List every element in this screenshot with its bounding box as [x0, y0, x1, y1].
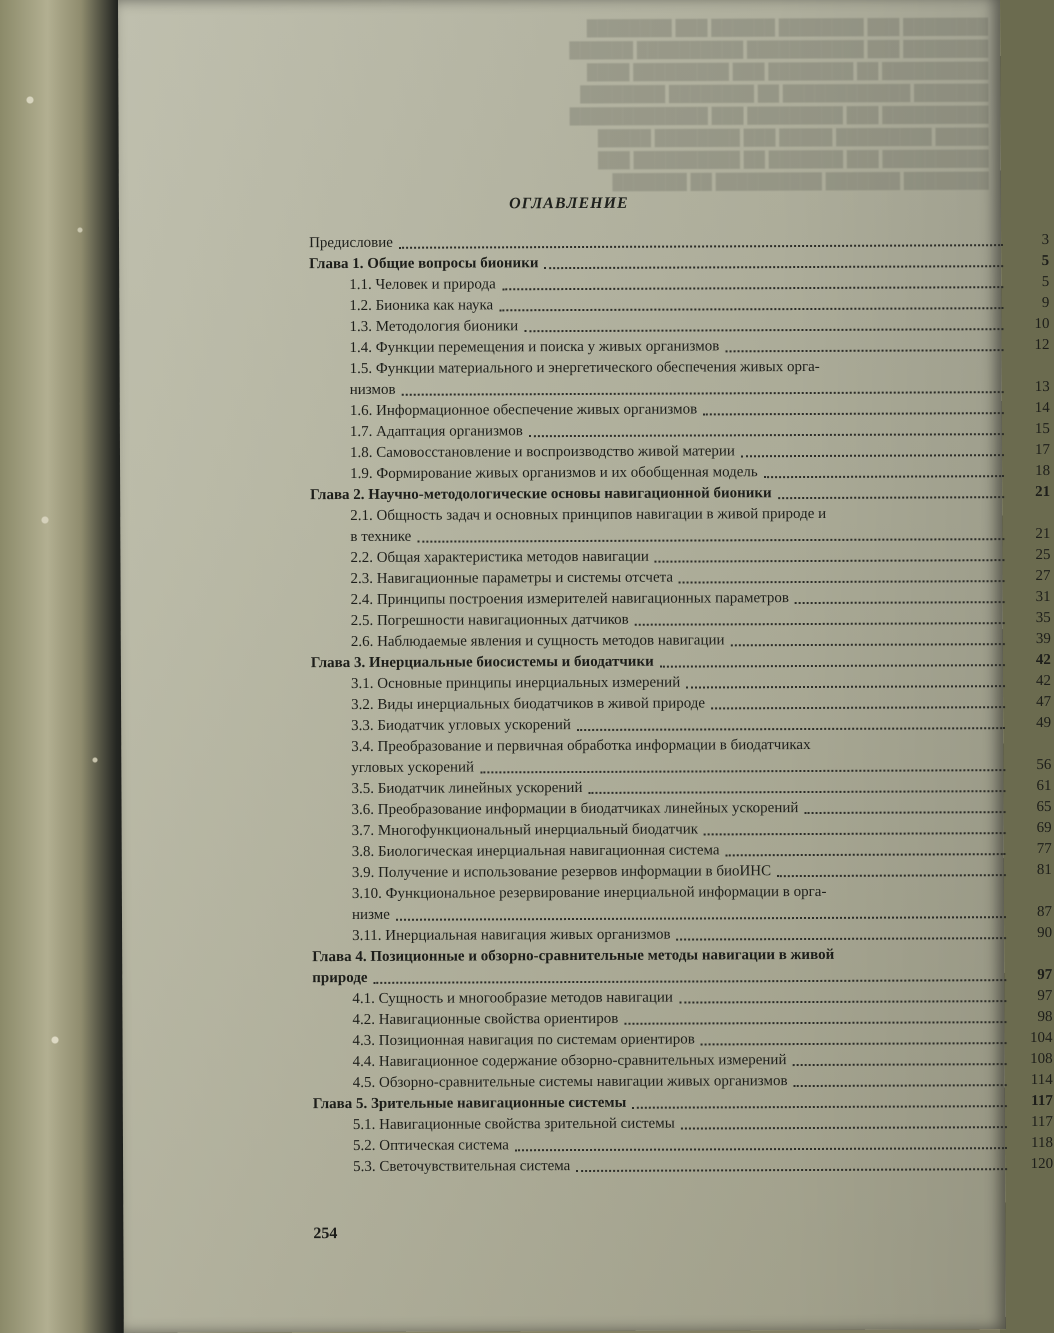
- toc-page-number: 90: [1037, 924, 1053, 941]
- toc-page-number: 117: [1031, 1092, 1053, 1110]
- toc-entry-text: 1.2. Бионика как наука: [349, 297, 494, 314]
- toc-entry-text: 3.11. Инерциальная навигация живых организмов: [352, 926, 671, 944]
- toc-entry-text: 2.3. Навигационные параметры и системы отсчета: [350, 569, 674, 587]
- dot-leader: [726, 853, 1006, 856]
- dot-leader: [794, 1084, 1007, 1087]
- toc-entry: [311, 734, 1051, 758]
- dot-leader: [374, 979, 1007, 984]
- toc-entry-text: 1.5. Функции материального и энергетического обеспечения живых орга-: [349, 358, 820, 377]
- toc-entry-text: 1.7. Адаптация организмов: [349, 423, 523, 440]
- toc-entry-text: 5.3. Светочувствительная система: [353, 1158, 571, 1175]
- toc-page-number: 15: [1034, 420, 1050, 438]
- toc-entry-text: низме: [351, 906, 390, 923]
- toc-page-number: 65: [1036, 798, 1052, 815]
- dot-leader: [679, 580, 1005, 583]
- toc-entry-text: низмов: [349, 381, 396, 398]
- dot-leader: [502, 286, 1003, 290]
- toc-page-number: 81: [1036, 861, 1052, 878]
- toc-entry-text: природе: [312, 969, 368, 987]
- toc-page-number: 25: [1035, 546, 1051, 564]
- dot-leader: [704, 832, 1006, 835]
- dot-leader: [576, 1168, 1007, 1172]
- toc-entry-text: 4.1. Сущность и многообразие методов навигации: [352, 989, 673, 1007]
- toc-entry-text: 2.6. Наблюдаемые явления и сущность методов навигации: [350, 632, 725, 650]
- dot-leader: [499, 307, 1003, 311]
- toc-page-number: 10: [1034, 315, 1050, 333]
- dot-leader: [703, 412, 1004, 415]
- toc-page-number: 97: [1037, 987, 1053, 1004]
- toc-page-number: 39: [1035, 630, 1051, 648]
- dot-leader: [677, 937, 1007, 940]
- dot-leader: [792, 1063, 1006, 1066]
- toc-entry-text: Глава 4. Позиционные и обзорно-сравнительные методы навигации в живой: [312, 946, 835, 966]
- toc-entry-text: угловых ускорений: [351, 759, 475, 776]
- toc-page-number: 120: [1030, 1155, 1054, 1173]
- toc-entry-text: 3.10. Функциональное резервирование инерциальной информации в орга-: [351, 883, 827, 902]
- toc-entry-text: 3.9. Получение и использование резервов информации в биоИНС: [351, 863, 772, 881]
- book-page: [118, 0, 1054, 1333]
- toc-page-number: 21: [1035, 483, 1051, 501]
- dot-leader: [778, 496, 1004, 499]
- toc-entry-text: 1.4. Функции перемещения и поиска у живых организмов: [349, 338, 720, 356]
- toc-entry-text: 3.5. Биодатчик линейных ускорений: [351, 779, 583, 797]
- dot-leader: [544, 265, 1003, 269]
- toc-entry-text: 3.1. Основные принципы инерциальных измерений: [350, 674, 681, 692]
- left-book-edge: [0, 0, 135, 1333]
- dot-leader: [632, 1105, 1007, 1109]
- toc-page-number: 3: [1041, 231, 1050, 248]
- toc-page-number: 42: [1035, 651, 1051, 669]
- toc-entry-text: 1.1. Человек и природа: [349, 276, 496, 293]
- toc-entry-text: 5.1. Навигационные свойства зрительной системы: [352, 1115, 675, 1133]
- toc-entry-text: 3.7. Многофункциональный инерциальный биодатчик: [351, 821, 699, 839]
- toc-page-number: 61: [1036, 777, 1052, 794]
- dot-leader: [795, 601, 1005, 604]
- toc-entry-text: 1.3. Методология бионики: [349, 318, 519, 335]
- toc-entry-text: в технике: [350, 528, 412, 545]
- toc-page-number: 5: [1041, 273, 1050, 290]
- dot-leader: [635, 622, 1005, 626]
- dot-leader: [417, 538, 1004, 543]
- toc-page-number: 13: [1034, 378, 1050, 396]
- table-of-contents: [309, 230, 1053, 1178]
- toc-entry-text: Предисловие: [309, 234, 393, 252]
- dot-leader: [480, 769, 1005, 773]
- toc-page-number: 17: [1034, 441, 1051, 459]
- toc-entry-text: 4.3. Позиционная навигация по системам ориентиров: [352, 1031, 695, 1049]
- toc-page-number: 98: [1037, 1008, 1053, 1025]
- toc-page-number: 12: [1034, 336, 1050, 354]
- toc-entry-text: 4.2. Навигационные свойства ориентиров: [352, 1010, 619, 1028]
- toc-page-number: 18: [1035, 462, 1051, 480]
- dot-leader: [588, 790, 1005, 794]
- toc-page-number: 118: [1031, 1134, 1054, 1152]
- toc-page-number: 27: [1035, 567, 1051, 585]
- toc-entry-text: 4.5. Обзорно-сравнительные системы навигации живых организмов: [352, 1073, 788, 1091]
- toc-page-number: 117: [1030, 1113, 1053, 1131]
- toc-entry-text: 1.6. Информационное обеспечение живых организмов: [349, 401, 698, 419]
- toc-page-number: 5: [1041, 252, 1050, 269]
- dot-leader: [777, 874, 1006, 877]
- toc-entry-text: Глава 3. Инерциальные биосистемы и биодатчики: [310, 653, 654, 672]
- toc-entry-text: 2.5. Погрешности навигационных датчиков: [350, 611, 629, 629]
- toc-page-number: 49: [1036, 714, 1052, 732]
- toc-entry-text: 3.6. Преобразование информации в биодатчиках линейных ускорений: [351, 800, 799, 818]
- dot-leader: [402, 391, 1004, 396]
- reverse-print-show-through: ████████ ███ ████████ ██████ ███ ████████ ████████ ███ ███████████ ██████████ ██████ ██████████ ██ ████████ ███ █████████ ████ ███████ ████████████ ██ ████████ ████████ ██████████ ███ █████████ ███ █████████████ █████ █████████ █████ ███ ████████ █████ ██████████ ███ ███████ ██ ██████████ ███ ████████ ███████ ██████████ ██ ███████: [569, 19, 989, 191]
- toc-page-number: 108: [1030, 1050, 1053, 1068]
- dot-leader: [529, 433, 1004, 437]
- toc-entry-text: 2.4. Принципы построения измерителей навигационных параметров: [350, 590, 789, 608]
- toc-page-number: 77: [1036, 840, 1052, 857]
- toc-entry-text: 5.2. Оптическая система: [352, 1137, 509, 1154]
- toc-page-number: 21: [1035, 525, 1051, 543]
- toc-page-number: 9: [1041, 294, 1050, 311]
- toc-entry-text: 2.1. Общность задач и основных принципов навигации в живой природе и: [350, 505, 827, 524]
- dot-leader: [725, 349, 1003, 352]
- dot-leader: [515, 1147, 1007, 1151]
- dot-leader: [741, 454, 1004, 457]
- dot-leader: [686, 685, 1005, 688]
- dot-leader: [701, 1042, 1007, 1045]
- toc-entry-text: 3.3. Биодатчик угловых ускорений: [351, 717, 571, 734]
- toc-entry-text: 2.2. Общая характеристика методов навигации: [350, 548, 649, 566]
- toc-page-number: 47: [1036, 693, 1052, 711]
- dot-leader: [804, 811, 1005, 814]
- toc-entry-text: 1.8. Самовосстановление и воспроизводство живой материи: [349, 443, 735, 461]
- toc-entry-text: 3.4. Преобразование и первичная обработка информации в биодатчиках: [351, 736, 811, 755]
- toc-page-number: 87: [1036, 903, 1053, 920]
- dot-leader: [764, 475, 1004, 478]
- toc-page-number: 31: [1035, 588, 1051, 606]
- toc-entry-text: Глава 1. Общие вопросы бионики: [309, 255, 539, 273]
- toc-entry: [310, 503, 1050, 527]
- dot-leader: [679, 1000, 1006, 1003]
- dot-leader: [577, 727, 1005, 731]
- toc-page-number: 35: [1035, 609, 1051, 627]
- dot-leader: [731, 643, 1005, 646]
- toc-entry: [312, 881, 1052, 905]
- dot-leader: [396, 916, 1006, 921]
- dot-leader: [524, 328, 1003, 332]
- toc-entry-text: 3.8. Биологическая инерциальная навигационная система: [351, 842, 720, 860]
- toc-entry: [313, 1154, 1053, 1178]
- toc-entry-text: 3.2. Виды инерциальных биодатчиков в живой природе: [351, 695, 706, 713]
- toc-page-number: 69: [1036, 819, 1052, 836]
- toc-entry-text: Глава 5. Зрительные навигационные системы: [312, 1094, 627, 1113]
- toc-page-number: 42: [1035, 672, 1052, 690]
- dot-leader: [399, 244, 1003, 249]
- toc-page-number: 14: [1034, 399, 1050, 417]
- toc-page-number: 56: [1036, 756, 1052, 774]
- dot-leader: [655, 559, 1005, 563]
- toc-entry: [310, 356, 1050, 380]
- dot-leader: [660, 664, 1005, 668]
- page-number: 254: [313, 1225, 338, 1243]
- toc-page-number: 104: [1030, 1029, 1053, 1047]
- toc-entry-text: Глава 2. Научно-методологические основы навигационной бионики: [310, 485, 772, 504]
- toc-entry-text: 4.4. Навигационное содержание обзорно-сравнительных измерений: [352, 1052, 787, 1070]
- toc-page-number: 97: [1037, 966, 1053, 983]
- toc-entry-text: 1.9. Формирование живых организмов и их обобщенная модель: [350, 464, 758, 482]
- toc-entry: [312, 944, 1052, 968]
- dot-leader: [711, 706, 1005, 709]
- dot-leader: [681, 1126, 1007, 1129]
- dot-leader: [624, 1021, 1006, 1025]
- toc-page-number: 114: [1030, 1071, 1053, 1089]
- toc-title: ОГЛАВЛЕНИЕ: [509, 194, 629, 213]
